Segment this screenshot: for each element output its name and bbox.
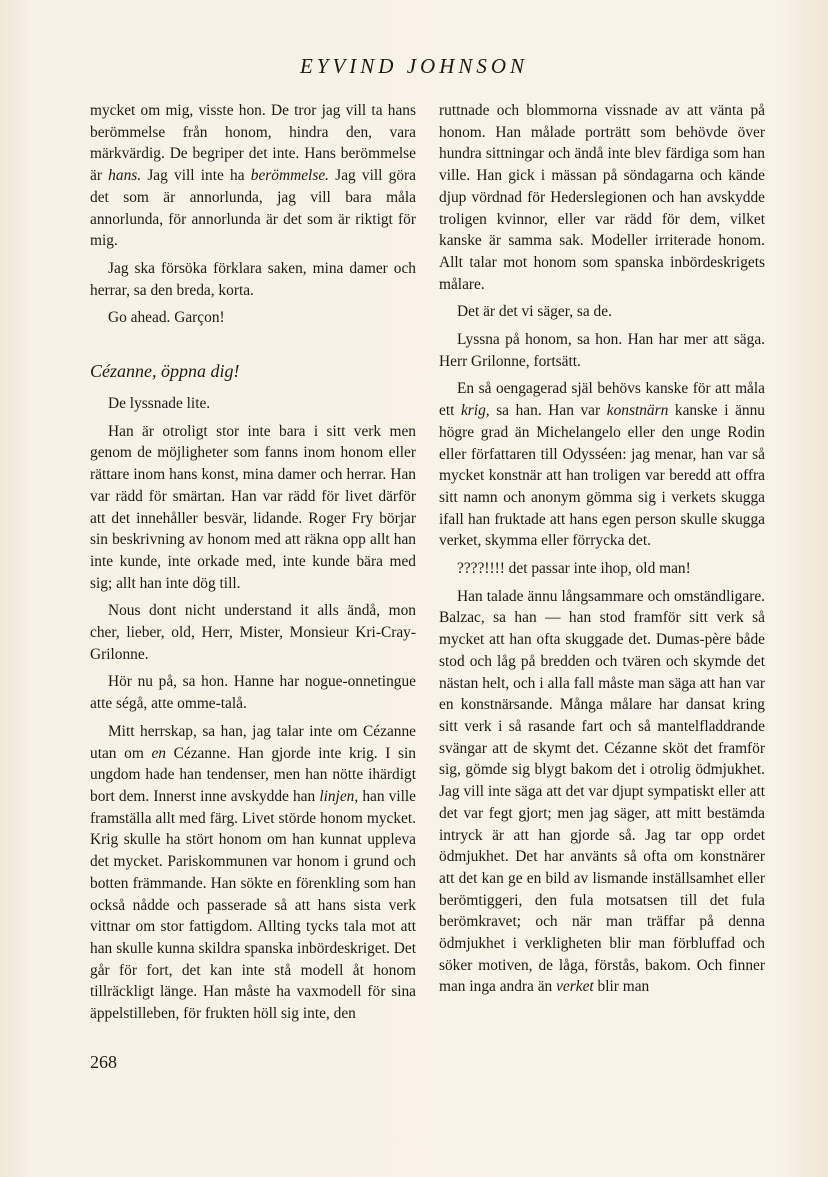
- section-heading: Cézanne, öppna dig!: [90, 361, 240, 382]
- emphasis: berömmelse.: [250, 167, 329, 185]
- paragraph: Det är det vi säger, sa de.: [457, 303, 612, 321]
- paragraph: Jag ska försöka förklara saken, mina damer och herrar, sa den breda, korta.: [90, 259, 416, 299]
- text: blir man: [593, 978, 650, 996]
- emphasis: linjen,: [319, 787, 359, 805]
- emphasis: konstnärn: [606, 402, 669, 420]
- running-head: EYVIND JOHNSON: [299, 54, 529, 78]
- paragraph: Go ahead. Garçon!: [108, 309, 225, 327]
- text: Cézanne. Han gjorde inte krig. I sin ungdom hade han tendenser, men han nötte ihärdigt bort dem. Innerst inne avskydde han: [90, 744, 416, 805]
- emphasis: verket: [556, 978, 594, 996]
- paragraph: [90, 721, 416, 1025]
- page-number: 268: [90, 1052, 117, 1072]
- paragraph: Han är otroligt stor inte bara i sitt verk men genom de möjligheter som fanns inom honom eller rättare inom hans konst, mina damer och herrar. Han var rädd för smärtan. Han var rädd för livet därför att det innehåller besvär, lidande. Roger Fry börjar sin beskrivning av honom med att räkna opp allt han inte kunde, inte orkade med, inte kunde bära med sig; allt han inte dög till.: [90, 422, 416, 592]
- text: sa han. Han var: [489, 402, 607, 420]
- text: En så oengagerad själ behövs kanske för att måla ett: [439, 380, 765, 420]
- text: Jag vill göra det som är annorlunda, jag vill bara måla annorlunda, för annorlunda är det som är riktigt för mig.: [90, 167, 416, 250]
- emphasis: en: [151, 744, 166, 762]
- text: mycket om mig, visste hon. De tror jag vill ta hans berömmelse från honom, hindra den, vara märkvärdig. De begriper det inte. Hans berömmelse är: [90, 102, 416, 185]
- paragraph: Hör nu på, sa hon. Hanne har nogue-onnetingue atte ségå, atte omme-talå.: [90, 673, 416, 713]
- paragraph: ruttnade och blommorna vissnade av att vänta på honom. Han målade porträtt som behövde över hundra sittningar och ändå inte blev färdiga som han ville. Han gick i mässan på söndagarna och kände djup vördnad för Hederslegionen och han avskydde troligen kvinnor, eller var rädd för dem, vilket kanske är samma sak. Modeller irriterade honom. Allt talar mot honom som spanska inbördeskrigets målare.: [439, 102, 765, 293]
- text: han ville framställa allt med färg. Livet störde honom mycket. Krig skulle ha stört honom om han kunnat uppleva det mycket. Pariskommunen var honom i grund och botten främmande. Han sökte en förenkling som han också nådde och passerade så att hans sista verk vittnar om stor fattigdom. Allting tycks tala mot att han skulle kunna skildra spanska inbördeskriget. Det går för fort, det kan inte stå modell åt honom tillräckligt länge. Han måste ha vaxmodell för sina äppelstilleben, för frukten höll sig inte, den: [90, 787, 416, 1023]
- paragraph: Nous dont nicht understand it alls ändå, mon cher, lieber, old, Herr, Mister, Monsieur Kri-Cray-Grilonne.: [90, 602, 416, 663]
- right-column: [439, 100, 765, 1004]
- paragraph: Lyssna på honom, sa hon. Han har mer att säga. Herr Grilonne, fortsätt.: [439, 331, 765, 370]
- paragraph: ????!!!! det passar inte ihop, old man!: [457, 560, 691, 578]
- paragraph: De lyssnade lite.: [108, 395, 211, 413]
- text: Mitt herrskap, sa han, jag talar inte om Cézanne utan om: [90, 722, 416, 762]
- emphasis: krig,: [460, 402, 490, 420]
- left-column: [90, 100, 416, 1031]
- paragraph: [439, 378, 765, 552]
- text: Han talade ännu långsammare och omständligare. Balzac, sa han — han stod framför sitt verk så mycket att han ofta skuggade det. Dumas-père både stod och låg på bredden och tvären och skymde det nästan helt, och i alla fall måste man säga att han var en konstnärsande. Många målare har dansat kring sitt verk i så rasande fart och så mantelfladdrande svängar att de skymt det. Cézanne sköt det framför sig, gömde sig blygt bakom det i otrolig ödmjukhet. Jag vill inte säga att det var djupt sympatiskt eller att det var fegt gjort; men jag säger, att mitt bestämda intryck är att han gjorde så. Jag tar opp ordet ödmjukhet. Det har använts så ofta om konstnärer att det kan ge en bild av lismande inställsamhet eller berömtiggeri, den fula motsatsen till det fula berömkravet; och när man träffar på denna ödmjukhet i verkligheten blir man förbluffad och söker motiven, de låga, förstås, bakom. Och finner man inga andra än: [439, 587, 765, 996]
- paragraph: [439, 586, 765, 998]
- emphasis: hans.: [108, 167, 142, 185]
- text: Jag vill inte ha: [141, 167, 251, 185]
- text: kanske i ännu högre grad än Michelangelo eller den unge Rodin eller författaren till Odysséen: jag menar, han var så mycket konstnär att han troligen var beredd att offra sitt namn och anonym gömma sig i verkets skugga ifall han fruktade att hans egen person skulle skugga verket, skymma eller förrycka det.: [439, 402, 765, 550]
- paragraph: [90, 100, 416, 252]
